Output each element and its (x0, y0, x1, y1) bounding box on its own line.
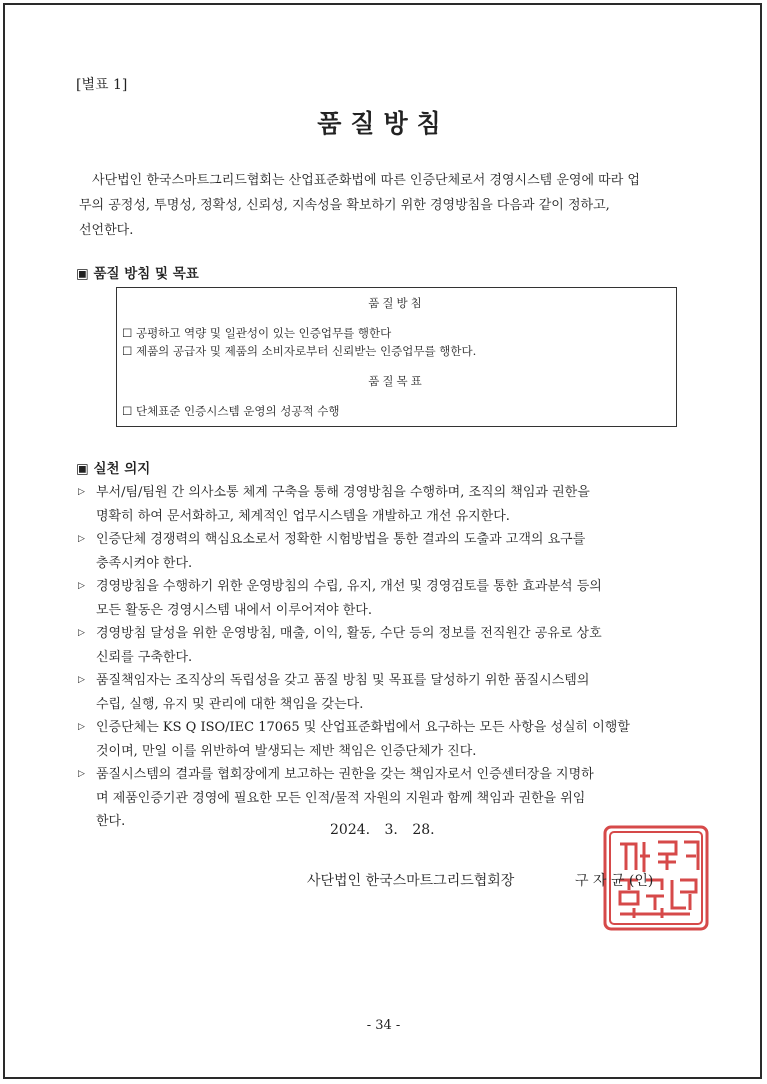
section-heading-policy: ▣ 품질 방침 및 목표 (76, 266, 199, 282)
triangle-marker-icon: ▷ (78, 628, 85, 638)
list-item (76, 481, 696, 528)
policy-item: ☐ 공평하고 역량 및 일관성이 있는 인증업무를 행한다 (122, 326, 392, 340)
list-item-line: 부서/팀/팀원 간 의사소통 체계 구축을 통해 경영방침을 수행하며, 조직의 책임과 권한을 (96, 485, 590, 500)
intro-line: 사단법인 한국스마트그리드협회는 산업표준화법에 따른 인증단체로서 경영시스템 운영에 따라 업 (92, 173, 640, 188)
policy-item: ☐ 제품의 공급자 및 제품의 소비자로부터 신뢰받는 인증업무를 행한다. (122, 344, 477, 358)
page-number: - 34 - (366, 1018, 401, 1033)
signatory-name: 구 자 균 (인) (575, 873, 654, 889)
list-item (76, 716, 696, 763)
list-item (76, 669, 696, 716)
list-item-line: 것이며, 만일 이를 위반하여 발생되는 제반 책임은 인증단체가 진다. (96, 743, 477, 759)
intro-line: 선언한다. (79, 223, 134, 238)
policy-box (116, 287, 677, 427)
page-title: 품질방침 (317, 109, 450, 138)
policy-heading: 품질방침 (368, 296, 425, 310)
list-item-line: 인증단체 경쟁력의 핵심요소로서 정확한 시험방법을 통한 결과의 도출과 고객의 요구를 (96, 532, 586, 547)
appendix-tag: [별표 1] (76, 77, 128, 93)
triangle-marker-icon: ▷ (78, 769, 85, 779)
list-item-line: 모든 활동은 경영시스템 내에서 이루어져야 한다. (96, 602, 372, 618)
list-item-line: 수립, 실행, 유지 및 관리에 대한 책임을 갖는다. (96, 696, 364, 712)
triangle-marker-icon: ▷ (78, 675, 85, 685)
goal-heading: 품질목표 (368, 374, 425, 388)
list-item-line: 충족시켜야 한다. (96, 555, 193, 571)
signatory-title: 사단법인 한국스마트그리드협회장 (307, 873, 515, 889)
list-item-line: 명확히 하여 문서화하고, 체계적인 업무시스템을 개발하고 개선 유지한다. (96, 508, 510, 524)
triangle-marker-icon: ▷ (78, 534, 85, 544)
goal-item: ☐ 단체표준 인증시스템 운영의 성공적 수행 (122, 404, 340, 418)
triangle-marker-icon: ▷ (78, 487, 85, 497)
triangle-marker-icon: ▷ (78, 581, 85, 591)
list-item-line: 품질시스템의 결과를 협회장에게 보고하는 권한을 갖는 책임자로서 인증센터장을 지명하 (96, 767, 594, 782)
document-date: 2024. 3. 28. (330, 822, 435, 838)
list-item-line: 경영방침 달성을 위한 운영방침, 매출, 이익, 활동, 수단 등의 정보를 전직원간 공유로 상호 (96, 626, 602, 641)
list-item-line: 인증단체는 KS Q ISO/IEC 17065 및 산업표준화법에서 요구하는 모든 사항을 성실히 이행할 (96, 720, 630, 735)
list-item-line: 한다. (96, 814, 126, 829)
section-heading-practice: ▣ 실천 의지 (76, 461, 151, 477)
list-item-line: 품질책임자는 조직상의 독립성을 갖고 품질 방침 및 목표를 달성하기 위한 품질시스템의 (96, 673, 590, 688)
list-item (76, 575, 696, 622)
list-item-line: 신뢰를 구축한다. (96, 649, 193, 665)
list-item (76, 622, 696, 669)
list-item-line: 경영방침을 수행하기 위한 운영방침의 수립, 유지, 개선 및 경영검토를 통한 효과분석 등의 (96, 579, 602, 594)
list-item-line: 며 제품인증기관 경영에 필요한 모든 인적/물적 자원의 지원과 함께 책임과 권한을 위임 (96, 790, 586, 806)
list-item (76, 528, 696, 575)
intro-paragraph (79, 168, 692, 243)
intro-line: 무의 공정성, 투명성, 정확성, 신뢰성, 지속성을 확보하기 위한 경영방침을 다음과 같이 정하고, (79, 198, 610, 213)
triangle-marker-icon: ▷ (78, 722, 85, 732)
practice-list (76, 481, 696, 834)
